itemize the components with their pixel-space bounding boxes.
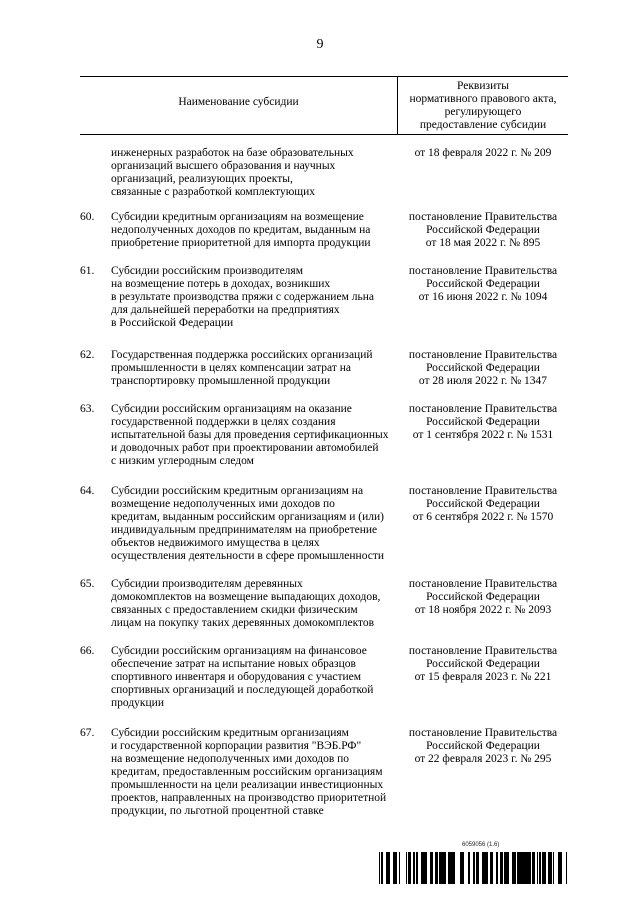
row-legal-act: постановление Правительства Российской Федерации от 15 февраля 2023 г. № 221 xyxy=(408,645,558,683)
header-subsidy-name: Наименование субсидии xyxy=(178,96,299,108)
header-legal-act-details: Реквизиты нормативного правового акта, регулирующего предоставление субсидии xyxy=(409,80,557,131)
barcode-label: 6059056 (1.6) xyxy=(462,842,500,848)
row-legal-act: постановление Правительства Российской Федерации от 16 июня 2022 г. № 1094 xyxy=(408,265,558,303)
row-description: Субсидии производителям деревянных домокомплектов на возмещение выпадающих доходов, связанных с предоставлением скидки физическим лицам на покупку таких деревянных домокомплектов xyxy=(111,578,381,629)
row-legal-act: постановление Правительства Российской Федерации от 18 мая 2022 г. № 895 xyxy=(408,211,558,249)
row-description: Субсидии российским производителям на возмещение потерь в доходах, возникших в результате производства пряжи с содержанием льна для дальнейшей переработки на предприятиях в Российской Федерации xyxy=(111,265,374,329)
row-description: Субсидии российским организациям на финансовое обеспечение затрат на испытание новых образцов спортивного инвентаря и оборудования с участием спортивных организаций и последующей доработкой продукции xyxy=(111,645,374,709)
header-bottom-rule xyxy=(80,134,568,135)
row-description: Субсидии российским кредитным организациям на возмещение недополученных ими доходов по кредитам, выданным российским организациям и (или) индивидуальным предпринимателям на приобретение объектов недвижимого имущества в целях осуществления деятельности в сфере промышленности xyxy=(111,485,385,562)
page-number: 9 xyxy=(316,37,324,52)
row-legal-act: постановление Правительства Российской Федерации от 28 июля 2022 г. № 1347 xyxy=(408,349,558,387)
row-description: Государственная поддержка российских организаций промышленности в целях компенсации затрат на транспортировку промышленной продукции xyxy=(111,349,373,387)
header-top-rule xyxy=(80,76,568,77)
row-number: 60. xyxy=(80,211,95,223)
row-legal-act: от 18 февраля 2022 г. № 209 xyxy=(414,147,552,159)
barcode-image xyxy=(379,852,567,884)
row-description: инженерных разработок на базе образовательных организаций высшего образования и научных организаций, реализующих проекты, связанные с разработкой комплектующих xyxy=(111,147,354,198)
row-number: 63. xyxy=(80,403,95,415)
row-number: 66. xyxy=(80,645,95,657)
row-number: 61. xyxy=(80,265,95,277)
row-legal-act: постановление Правительства Российской Федерации от 6 сентября 2022 г. № 1570 xyxy=(408,485,558,523)
row-number: 65. xyxy=(80,578,95,590)
row-description: Субсидии российским организациям на оказание государственной поддержки в целях создания испытательной базы для проведения сертификационных и доводочных работ при проектировании автомобилей с низким углеродным следом xyxy=(111,403,389,467)
row-description: Субсидии российским кредитным организациям и государственной корпорации развития "ВЭБ.РФ" на возмещение недополученных ими доходов по кредитам, предоставленным российским организациям промышленности на цели реализации инвестиционных проектов, направленных на производство приоритетной продукции, по льготной процентной ставке xyxy=(111,727,387,817)
row-number: 64. xyxy=(80,485,95,497)
row-legal-act: постановление Правительства Российской Федерации от 1 сентября 2022 г. № 1531 xyxy=(408,403,558,441)
row-legal-act: постановление Правительства Российской Федерации от 18 ноября 2022 г. № 2093 xyxy=(408,578,558,616)
row-number: 62. xyxy=(80,349,95,361)
row-legal-act: постановление Правительства Российской Федерации от 22 февраля 2023 г. № 295 xyxy=(408,727,558,765)
row-number: 67. xyxy=(80,727,95,739)
row-description: Субсидии кредитным организациям на возмещение недополученных доходов по кредитам, выданным на приобретение приоритетной для импорта продукции xyxy=(111,211,371,249)
